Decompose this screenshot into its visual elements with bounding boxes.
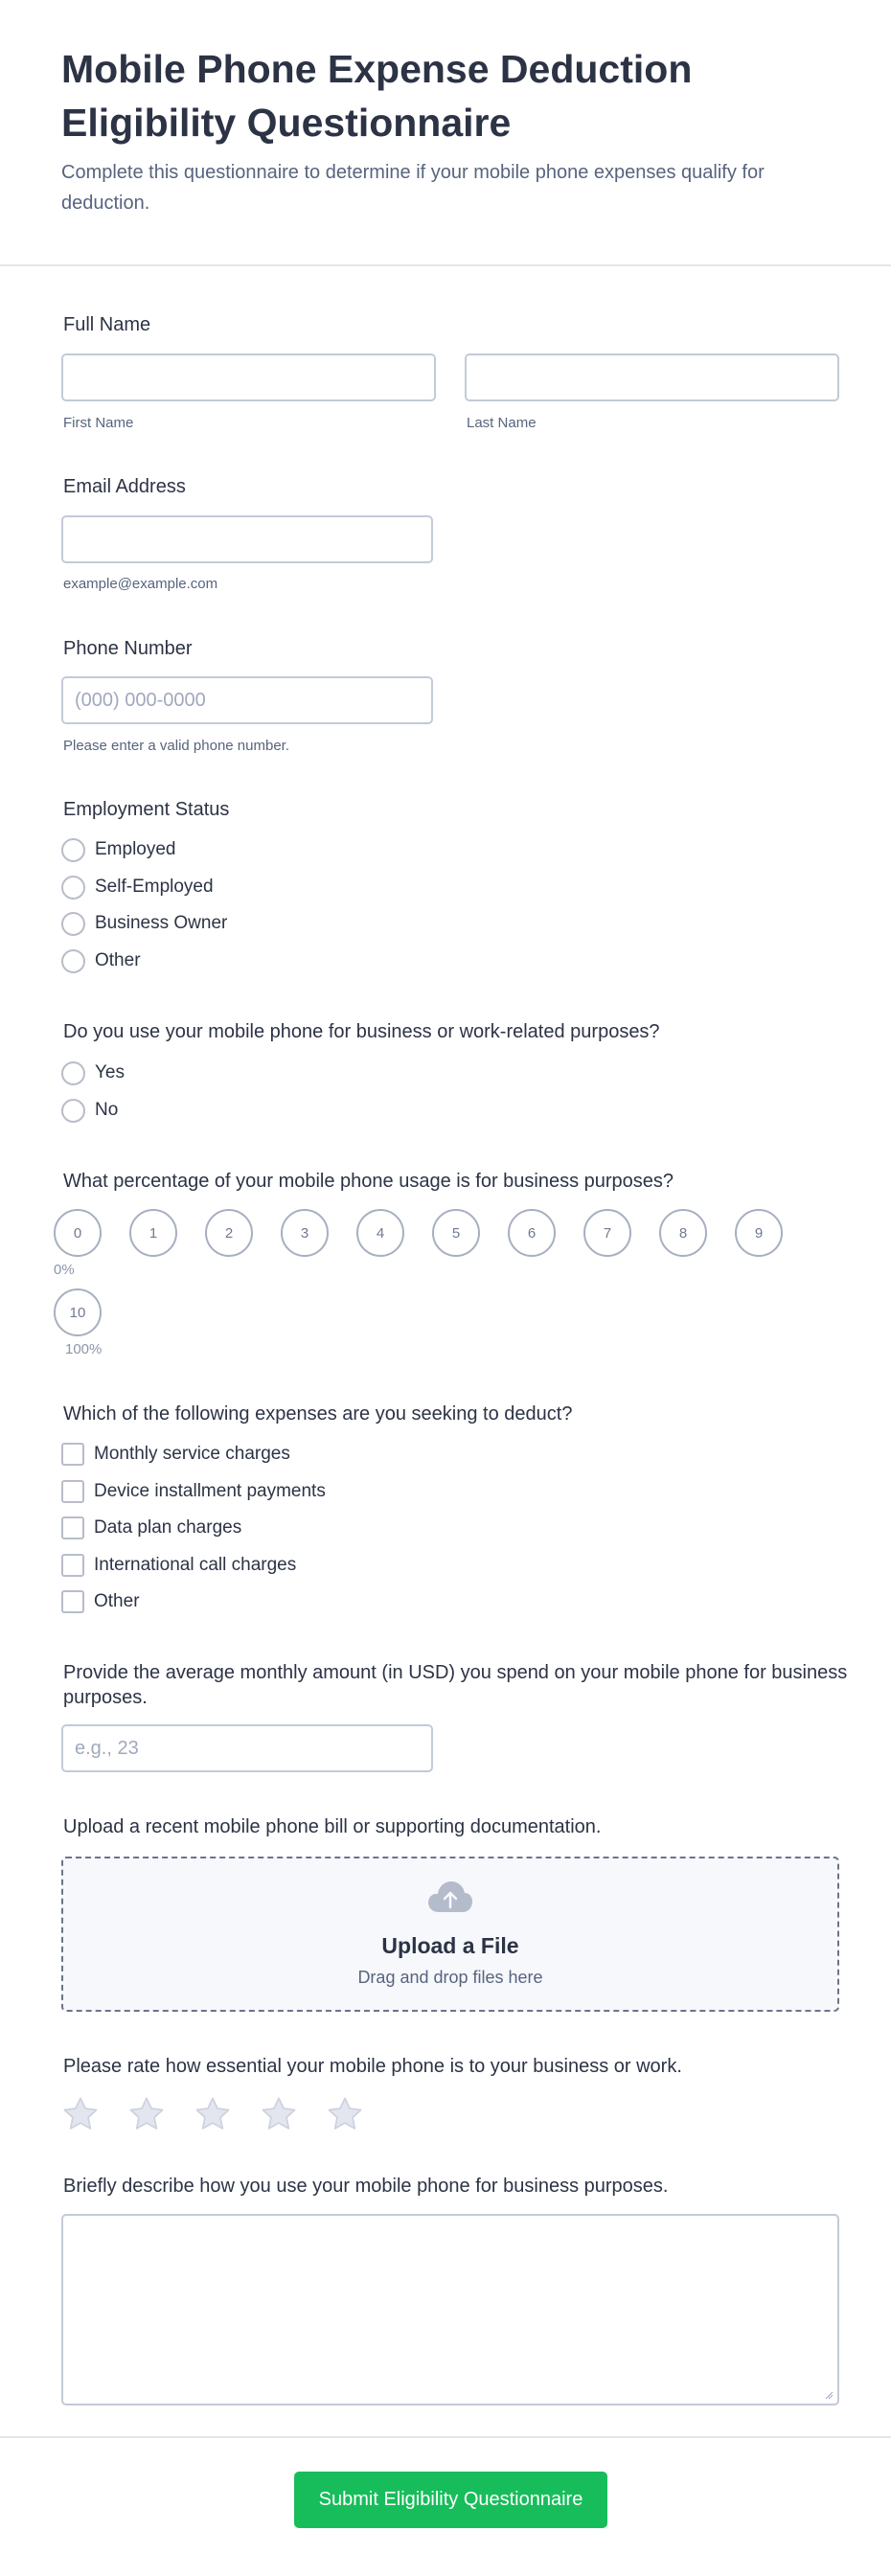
scale-option-8[interactable]: 8 [659, 1209, 707, 1257]
option-label: Other [94, 1591, 140, 1611]
option-label: Yes [95, 1062, 125, 1083]
checkbox[interactable] [61, 1554, 84, 1577]
scale-option-10[interactable]: 10 [54, 1288, 102, 1336]
checkbox[interactable] [61, 1516, 84, 1539]
usage-percent-label: What percentage of your mobile phone usage is for business purposes? [63, 1171, 674, 1192]
employment-option-self-employed[interactable] [61, 875, 214, 900]
business-use-option-yes[interactable] [61, 1060, 125, 1085]
radio-button[interactable] [61, 1061, 85, 1085]
scale-option-6[interactable]: 6 [508, 1209, 556, 1257]
scale-option-9[interactable]: 9 [735, 1209, 783, 1257]
checkbox[interactable] [61, 1443, 84, 1466]
upload-title: Upload a File [381, 1933, 519, 1958]
submit-button[interactable]: Submit Eligibility Questionnaire [294, 2472, 607, 2528]
last-name-input[interactable] [465, 353, 839, 401]
option-label: Self-Employed [95, 877, 214, 897]
resize-handle-icon[interactable] [824, 2390, 834, 2400]
phone-label: Phone Number [63, 638, 193, 659]
checkbox[interactable] [61, 1590, 84, 1613]
description-label: Briefly describe how you use your mobile phone for business purposes. [63, 2176, 669, 2197]
scale-min-caption: 0% [54, 1262, 75, 1278]
page-title: Mobile Phone Expense Deduction Eligibility Questionnaire [61, 47, 693, 145]
scale-max-caption: 100% [65, 1341, 103, 1357]
star-2-icon[interactable] [126, 2094, 167, 2134]
employment-label: Employment Status [63, 799, 230, 820]
email-input[interactable] [61, 515, 433, 563]
scale-option-2[interactable]: 2 [205, 1209, 253, 1257]
form-header [0, 0, 891, 266]
radio-button[interactable] [61, 912, 85, 936]
star-5-icon[interactable] [325, 2094, 365, 2134]
upload-label: Upload a recent mobile phone bill or supporting documentation. [63, 1816, 602, 1837]
expense-option-monthly-service[interactable] [61, 1442, 290, 1467]
email-label: Email Address [63, 476, 186, 497]
employment-option-employed[interactable] [61, 837, 176, 862]
description-textarea[interactable] [61, 2214, 839, 2405]
employment-option-business-owner[interactable] [61, 911, 227, 936]
business-use-label: Do you use your mobile phone for business or work-related purposes? [63, 1021, 660, 1042]
scale-option-7[interactable]: 7 [583, 1209, 631, 1257]
file-upload-dropzone[interactable] [61, 1857, 839, 2012]
footer-divider [0, 2436, 891, 2438]
option-label: Business Owner [95, 913, 228, 933]
page-subtitle: Complete this questionnaire to determine if your mobile phone expenses qualify for deduction. [61, 162, 765, 214]
scale-option-3[interactable]: 3 [281, 1209, 329, 1257]
expenses-label: Which of the following expenses are you seeking to deduct? [63, 1403, 573, 1425]
expense-option-other[interactable] [61, 1589, 140, 1614]
first-name-sublabel: First Name [63, 415, 134, 431]
expense-option-international-calls[interactable] [61, 1553, 296, 1578]
option-label: International call charges [94, 1555, 297, 1575]
option-label: Monthly service charges [94, 1444, 290, 1464]
scale-option-0[interactable]: 0 [54, 1209, 102, 1257]
expense-option-device-installment[interactable] [61, 1479, 326, 1504]
scale-option-5[interactable]: 5 [432, 1209, 480, 1257]
star-1-icon[interactable] [60, 2094, 101, 2134]
star-4-icon[interactable] [259, 2094, 299, 2134]
scale-option-1[interactable]: 1 [129, 1209, 177, 1257]
option-label: Device installment payments [94, 1481, 326, 1501]
monthly-amount-label: Provide the average monthly amount (in USD) you spend on your mobile phone for business purposes. [63, 1662, 848, 1708]
checkbox[interactable] [61, 1480, 84, 1503]
cloud-upload-icon [427, 1880, 473, 1919]
radio-button[interactable] [61, 949, 85, 973]
radio-button[interactable] [61, 876, 85, 900]
radio-button[interactable] [61, 1099, 85, 1123]
scale-option-4[interactable]: 4 [356, 1209, 404, 1257]
option-label: Data plan charges [94, 1517, 242, 1538]
upload-subtitle: Drag and drop files here [357, 1968, 543, 1987]
email-sublabel: example@example.com [63, 576, 218, 592]
phone-input[interactable] [61, 676, 433, 724]
star-3-icon[interactable] [193, 2094, 233, 2134]
expense-option-data-plan[interactable] [61, 1516, 241, 1540]
last-name-sublabel: Last Name [467, 415, 537, 431]
option-label: Other [95, 950, 141, 970]
rating-label: Please rate how essential your mobile phone is to your business or work. [63, 2056, 682, 2077]
full-name-label: Full Name [63, 314, 151, 335]
business-use-option-no[interactable] [61, 1098, 118, 1123]
radio-button[interactable] [61, 838, 85, 862]
phone-sublabel: Please enter a valid phone number. [63, 738, 289, 754]
monthly-amount-input[interactable] [61, 1724, 433, 1772]
first-name-input[interactable] [61, 353, 436, 401]
option-label: No [95, 1100, 119, 1120]
employment-option-other[interactable] [61, 948, 141, 973]
option-label: Employed [95, 839, 176, 859]
